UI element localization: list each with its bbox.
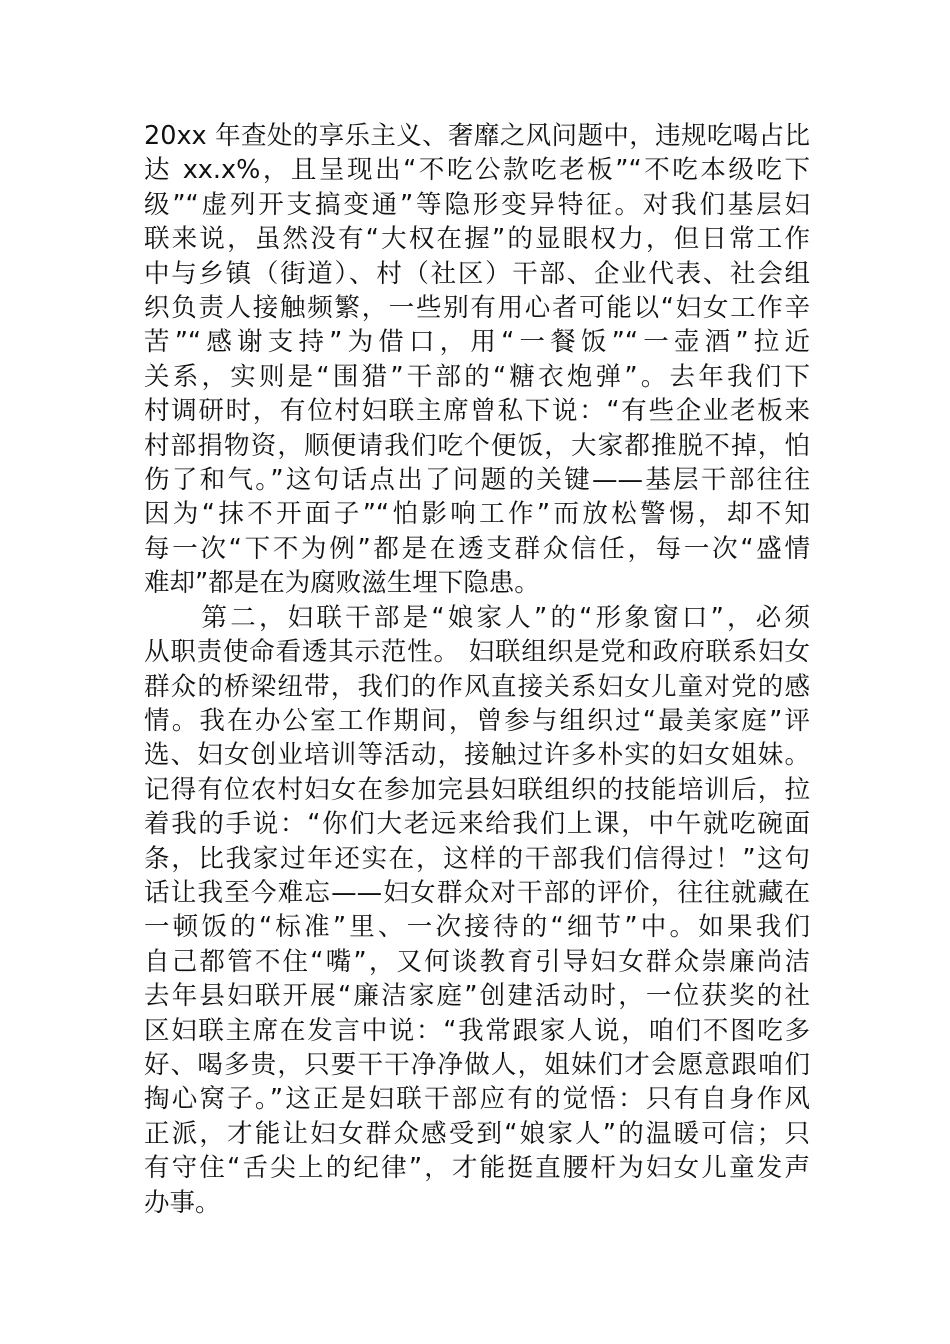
text-line: 伤了和气。”这句话点出了问题的关键——基层干部往往 [144, 465, 810, 496]
text-line: 级”“虚列开支搞变通”等隐形变异特征。对我们基层妇 [144, 189, 810, 220]
body-text [144, 119, 810, 1220]
text-line: 办事。 [144, 1187, 221, 1218]
text-line: 记得有位农村妇女在参加完县妇联组织的技能培训后，拉 [144, 774, 810, 805]
text-line: 去年县妇联开展“廉洁家庭”创建活动时，一位获奖的社 [144, 981, 810, 1012]
text-line: 群众的桥梁纽带，我们的作风直接关系妇女儿童对党的感 [144, 671, 810, 702]
paragraph-2 [144, 601, 810, 1220]
text-line: 难却”都是在为腐败滋生埋下隐患。 [144, 568, 540, 599]
text-line: 织负责人接触频繁，一些别有用心者可能以“妇女工作辛 [144, 293, 810, 324]
text-line: 区妇联主席在发言中说：“我常跟家人说，咱们不图吃多 [144, 1015, 810, 1046]
text-line: 好、喝多贵，只要干干净净做人，姐妹们才会愿意跟咱们 [144, 1049, 810, 1080]
text-line: 20xx 年查处的享乐主义、奢靡之风问题中，违规吃喝占比 [144, 121, 810, 151]
text-line: 话让我至今难忘——妇女群众对干部的评价，往往就藏在 [144, 877, 810, 908]
text-line: 苦”“感谢支持”为借口，用“一餐饭”“一壶酒”拉近 [144, 327, 810, 358]
text-line: 自己都管不住“嘴”，又何谈教育引导妇女群众崇廉尚洁 [144, 946, 810, 977]
paragraph-1 [144, 119, 810, 601]
text-line: 情。我在办公室工作期间，曾参与组织过“最美家庭”评 [144, 705, 810, 736]
text-line: 每一次“下不为例”都是在透支群众信任，每一次“盛情 [144, 533, 810, 564]
text-line: 关系，实则是“围猎”干部的“糖衣炮弹”。去年我们下 [144, 361, 810, 392]
text-line: 村调研时，有位村妇联主席曾私下说：“有些企业老板来 [144, 396, 810, 427]
text-line: 中与乡镇（街道）、村（社区）干部、企业代表、社会组 [144, 258, 810, 289]
text-line: 选、妇女创业培训等活动，接触过许多朴实的妇女姐妹。 [144, 740, 810, 771]
text-line: 联来说，虽然没有“大权在握”的显眼权力，但日常工作 [144, 224, 810, 255]
text-line: 村部捐物资，顺便请我们吃个便饭，大家都推脱不掉，怕 [144, 430, 810, 461]
text-line: 一顿饭的“标准”里、一次接待的“细节”中。如果我们 [144, 912, 810, 943]
text-line: 有守住“舌尖上的纪律”，才能挺直腰杆为妇女儿童发声 [144, 1153, 810, 1184]
text-line: 正派，才能让妇女群众感受到“娘家人”的温暖可信；只 [144, 1118, 810, 1149]
text-line: 着我的手说：“你们大老远来给我们上课，中午就吃碗面 [144, 809, 810, 840]
text-line: 第二，妇联干部是“娘家人”的“形象窗口”，必须 [144, 602, 810, 633]
text-line: 条，比我家过年还实在，这样的干部我们信得过！”这句 [144, 843, 810, 874]
text-line: 因为“抹不开面子”“怕影响工作”而放松警惕，却不知 [144, 499, 810, 530]
text-line: 从职责使命看透其示范性。 妇联组织是党和政府联系妇女 [144, 637, 810, 668]
text-line: 掏心窝子。”这正是妇联干部应有的觉悟：只有自身作风 [144, 1084, 810, 1115]
text-line: 达 xx.x%，且呈现出“不吃公款吃老板”“不吃本级吃下 [144, 155, 810, 186]
